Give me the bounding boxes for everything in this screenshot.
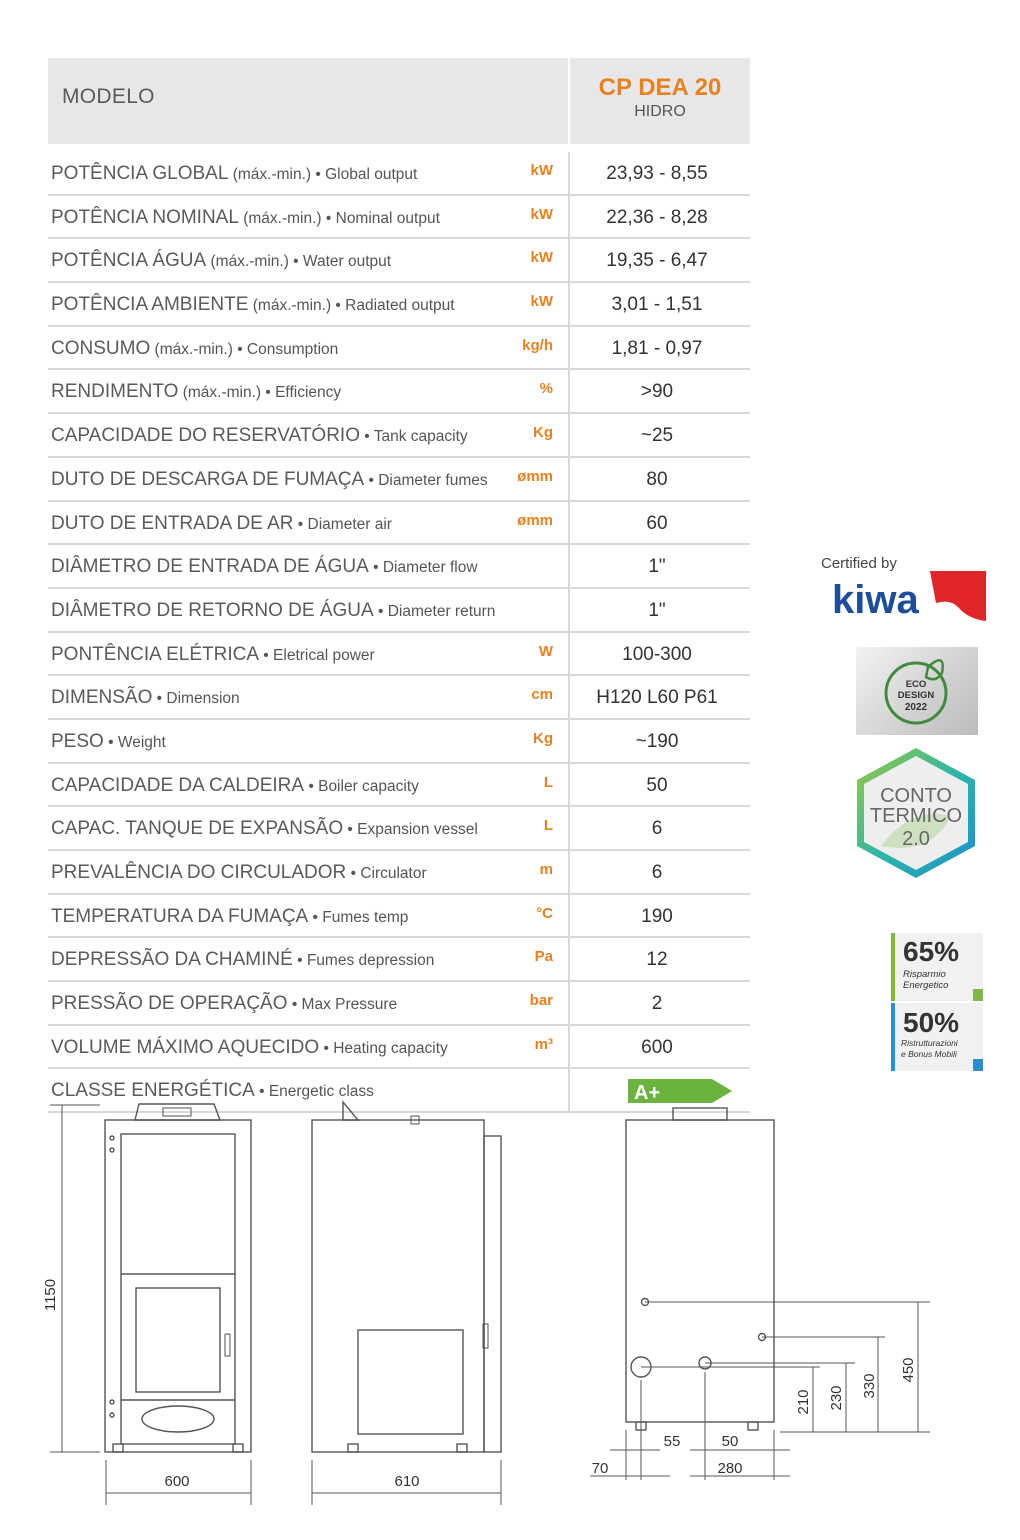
incentive-t2a: Ristrutturazioni	[901, 1038, 958, 1048]
spec-name-pt: PESO	[51, 730, 104, 752]
conto-l1: CONTO	[880, 785, 952, 807]
spec-name-en: • Max Pressure	[287, 996, 398, 1014]
spec-value: >90	[640, 381, 674, 403]
spec-value: ~25	[640, 425, 674, 447]
model-name: CP DEA 20	[598, 74, 722, 101]
spec-name-en: (máx.-min.) • Consumption	[150, 340, 339, 358]
dim-50: 50	[721, 1433, 739, 1450]
spec-row	[48, 196, 750, 240]
certified-by-caption: Certified by	[821, 555, 897, 572]
spec-name	[51, 556, 478, 578]
spec-unit: ømm	[517, 511, 553, 529]
spec-unit: L	[543, 773, 553, 791]
spec-row	[48, 633, 750, 677]
spec-name-pt: CONSUMO	[51, 337, 151, 359]
spec-name-pt: CAPACIDADE DO RESERVATÓRIO	[51, 425, 360, 447]
conto-l2: TERMICO	[869, 805, 963, 827]
side-view-drawing	[312, 1102, 501, 1452]
dim-280: 280	[717, 1460, 743, 1477]
spec-row	[48, 458, 750, 502]
spec-value: 190	[641, 905, 673, 927]
model-subtitle: HIDRO	[634, 103, 686, 120]
spec-name	[51, 250, 391, 272]
spec-name-pt: DUTO DE DESCARGA DE FUMAÇA	[51, 468, 365, 490]
spec-value: H120 L60 P61	[596, 687, 718, 709]
spec-row	[48, 327, 750, 371]
spec-row	[48, 982, 750, 1026]
ecodesign-l3: 2022	[904, 702, 928, 713]
kiwa-certification-badge	[818, 553, 993, 633]
incentive-p2: 50%	[903, 1007, 960, 1038]
spec-name	[51, 207, 440, 229]
spec-name-pt: PRESSÃO DE OPERAÇÃO	[51, 993, 288, 1015]
energy-class-text: A+	[634, 1082, 661, 1105]
spec-name-pt: POTÊNCIA AMBIENTE	[51, 294, 249, 316]
rear-view-drawing	[626, 1108, 774, 1430]
spec-row	[48, 676, 750, 720]
dim-210: 210	[795, 1389, 812, 1415]
spec-row	[48, 370, 750, 414]
spec-name	[51, 163, 417, 185]
spec-value: 3,01 - 1,51	[611, 294, 703, 316]
spec-name-en: (máx.-min.) • Efficiency	[178, 384, 342, 402]
spec-value: 12	[646, 949, 668, 971]
spec-value: 22,36 - 8,28	[606, 206, 708, 228]
spec-name-en: • Diameter air	[293, 515, 392, 533]
spec-name-en: (máx.-min.) • Water output	[206, 253, 392, 271]
spec-name-en: (máx.-min.) • Radiated output	[248, 297, 455, 315]
spec-name-pt: DIMENSÃO	[51, 687, 153, 709]
spec-value: 6	[651, 862, 663, 883]
spec-name-en: • Weight	[103, 733, 166, 751]
spec-value: 2	[651, 993, 663, 1015]
spec-name-pt: VOLUME MÁXIMO AQUECIDO	[51, 1036, 320, 1058]
spec-value: 1,81 - 0,97	[611, 337, 703, 359]
spec-row	[48, 545, 750, 589]
incentive-t2b: e Bonus Mobili	[901, 1049, 957, 1059]
conto-termico-hexagon-icon	[851, 746, 981, 881]
spec-name	[51, 862, 427, 884]
spec-name	[51, 338, 338, 360]
spec-name-pt: CAPACIDADE DA CALDEIRA	[51, 774, 305, 796]
spec-name	[51, 818, 478, 840]
spec-name	[51, 993, 397, 1015]
spec-unit: m	[539, 861, 553, 878]
kiwa-logo	[818, 569, 993, 629]
spec-name-pt: RENDIMENTO	[51, 381, 179, 403]
spec-row	[48, 764, 750, 808]
dim-55: 55	[663, 1433, 681, 1450]
dim-70: 70	[591, 1460, 609, 1477]
spec-name-pt: POTÊNCIA ÁGUA	[51, 250, 207, 272]
spec-name-en: • Expansion vessel	[343, 821, 478, 839]
spec-name-en: • Fumes temp	[308, 908, 409, 926]
spec-unit: °C	[536, 904, 553, 922]
spec-value: 60	[646, 512, 668, 534]
spec-name	[51, 775, 419, 797]
ecodesign-l2: DESIGN	[897, 690, 935, 701]
spec-row	[48, 807, 750, 851]
spec-unit: Kg	[533, 729, 553, 747]
spec-name-en: • Heating capacity	[319, 1039, 448, 1057]
dim-width: 600	[164, 1473, 190, 1490]
spec-name	[51, 687, 240, 709]
spec-name-pt: DUTO DE ENTRADA DE AR	[51, 512, 294, 534]
spec-name	[51, 906, 408, 928]
spec-unit: kW	[530, 162, 553, 179]
spec-unit: kg/h	[522, 336, 553, 354]
incentive-badge	[891, 933, 983, 1071]
spec-row	[48, 414, 750, 458]
spec-name-pt: PONTÊNCIA ELÉTRICA	[51, 643, 259, 665]
spec-value: 100-300	[622, 643, 692, 665]
spec-name	[51, 513, 392, 535]
ecodesign-l1: ECO	[905, 679, 927, 690]
spec-name-en: (máx.-min.) • Global output	[228, 166, 418, 183]
spec-row	[48, 938, 750, 982]
spec-row	[48, 502, 750, 546]
spec-unit: ømm	[517, 467, 553, 485]
spec-value: 80	[646, 468, 668, 490]
spec-row	[48, 851, 750, 895]
spec-row	[48, 720, 750, 764]
spec-name	[51, 381, 341, 403]
spec-name	[51, 425, 468, 447]
spec-value: 1"	[648, 556, 666, 578]
spec-row	[48, 283, 750, 327]
spec-name	[51, 294, 455, 316]
spec-name-pt: CAPAC. TANQUE DE EXPANSÃO	[51, 818, 344, 840]
spec-name	[51, 1037, 448, 1059]
spec-unit: kW	[530, 249, 553, 267]
ecodesign-leaf-icon	[856, 647, 978, 735]
spec-name-pt: DIÂMETRO DE ENTRADA DE ÁGUA	[51, 556, 369, 578]
incentive-icon	[891, 933, 983, 1071]
spec-name-en: • Diameter fumes	[364, 471, 488, 489]
spec-name-en: • Fumes depression	[292, 952, 435, 970]
spec-row	[48, 152, 750, 196]
spec-unit: m³	[534, 1035, 553, 1053]
spec-unit: bar	[529, 992, 553, 1010]
dim-230: 230	[828, 1385, 845, 1411]
spec-value: 19,35 - 6,47	[606, 250, 708, 272]
ecodesign-badge	[856, 647, 978, 735]
incentive-t1a: Risparmio	[903, 969, 946, 980]
technical-drawings	[0, 1080, 1020, 1540]
model-column-header	[570, 74, 750, 122]
spec-name-en: • Energetic class	[254, 1083, 374, 1101]
spec-name-en: • Diameter return	[373, 602, 496, 620]
spec-unit: cm	[531, 686, 553, 704]
table-header	[48, 58, 750, 144]
dim-450: 450	[900, 1357, 917, 1383]
spec-value: 50	[646, 774, 668, 796]
spec-row	[48, 895, 750, 939]
dim-depth: 610	[394, 1473, 420, 1490]
spec-name-en: • Circulator	[346, 865, 427, 882]
incentive-t1b: Energetico	[903, 980, 949, 991]
spec-name	[51, 644, 375, 666]
spec-value: 1"	[648, 599, 666, 621]
spec-name-pt: POTÊNCIA NOMINAL	[51, 206, 239, 228]
spec-value: 23,93 - 8,55	[606, 163, 708, 184]
spec-row	[48, 589, 750, 633]
spec-name-pt: DIÂMETRO DE RETORNO DE ÁGUA	[51, 599, 374, 621]
spec-name-pt: PREVALÊNCIA DO CIRCULADOR	[51, 862, 347, 883]
spec-name-en: • Dimension	[152, 690, 240, 708]
spec-table	[48, 58, 750, 1113]
spec-name	[51, 469, 488, 491]
spec-unit: %	[539, 380, 553, 398]
svg-text:kiwa: kiwa	[832, 578, 919, 622]
spec-name-pt: POTÊNCIA GLOBAL	[51, 163, 229, 184]
incentive-p1: 65%	[903, 936, 960, 967]
spec-unit: Pa	[534, 948, 553, 966]
conto-l3: 2.0	[902, 828, 930, 850]
spec-name-pt: CLASSE ENERGÉTICA	[51, 1080, 255, 1102]
spec-unit: kW	[530, 293, 553, 311]
spec-row	[48, 1026, 750, 1070]
spec-name-en: • Tank capacity	[359, 428, 468, 446]
spec-rows	[48, 152, 750, 1113]
spec-name-pt: TEMPERATURA DA FUMAÇA	[51, 905, 309, 927]
dim-height: 1150	[42, 1278, 59, 1312]
spec-name-en: • Boiler capacity	[304, 777, 419, 795]
conto-termico-badge	[851, 746, 981, 881]
spec-value: 6	[651, 818, 663, 840]
spec-row	[48, 239, 750, 283]
spec-name	[51, 949, 434, 971]
spec-unit: L	[543, 817, 553, 835]
spec-name-pt: DEPRESSÃO DA CHAMINÉ	[51, 949, 293, 971]
spec-name-en: • Diameter flow	[368, 559, 478, 577]
spec-name-en: (máx.-min.) • Nominal output	[238, 209, 440, 227]
spec-unit: kW	[530, 205, 553, 223]
model-label: MODELO	[62, 85, 155, 108]
spec-value: ~190	[635, 730, 679, 752]
spec-value: 600	[641, 1036, 673, 1058]
spec-unit: Kg	[533, 424, 553, 442]
spec-name	[51, 600, 495, 622]
spec-name	[51, 731, 166, 753]
dim-330: 330	[861, 1373, 878, 1399]
front-view-drawing	[105, 1104, 251, 1452]
spec-name-en: • Eletrical power	[259, 646, 375, 664]
spec-unit: W	[538, 642, 553, 660]
